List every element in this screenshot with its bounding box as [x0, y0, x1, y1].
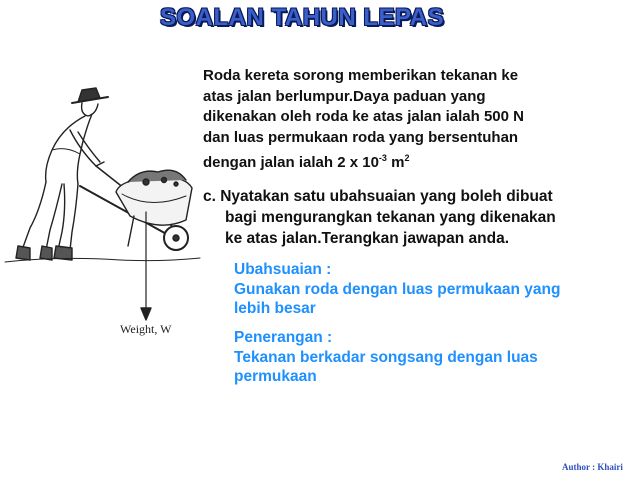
answer-label: Ubahsuaian : — [234, 261, 332, 278]
answer-line: Gunakan roda dengan luas permukaan yang — [234, 280, 561, 298]
answer-label: Penerangan : — [234, 329, 333, 346]
question-line: Roda kereta sorong memberikan tekanan ke — [203, 67, 519, 84]
wheelbarrow-figure — [0, 50, 205, 350]
slide-title: SOALAN TAHUN LEPAS — [160, 4, 445, 31]
author-credit: Author : Khairi — [562, 462, 623, 472]
question-line: atas jalan berlumpur.Daya paduan yang — [203, 87, 486, 105]
part-c-line: ke atas jalan.Terangkan jawapan anda. — [225, 230, 509, 247]
part-c-question — [203, 186, 613, 249]
question-line: dikenakan oleh roda ke atas jalan ialah 500 N — [203, 108, 524, 125]
answer-line: Tekanan berkadar songsang dengan luas — [234, 348, 538, 366]
answer-modification — [234, 260, 624, 319]
answer-line: lebih besar — [234, 300, 316, 317]
question-line: dan luas permukaan roda yang bersentuhan — [203, 128, 519, 146]
weight-label: Weight, W — [120, 322, 172, 336]
answer-explanation — [234, 328, 624, 387]
question-text — [203, 66, 603, 174]
man-pushing-wheelbarrow-icon — [5, 88, 200, 320]
part-c-line: c. Nyatakan satu ubahsuaian yang boleh dibuat — [203, 188, 553, 205]
question-line: dengan jalan ialah 2 x $10^{-3}$ $m^2$ — [203, 153, 410, 171]
part-c-line: bagi mengurangkan tekanan yang dikenakan — [225, 209, 556, 226]
answer-line: permukaan — [234, 368, 317, 385]
